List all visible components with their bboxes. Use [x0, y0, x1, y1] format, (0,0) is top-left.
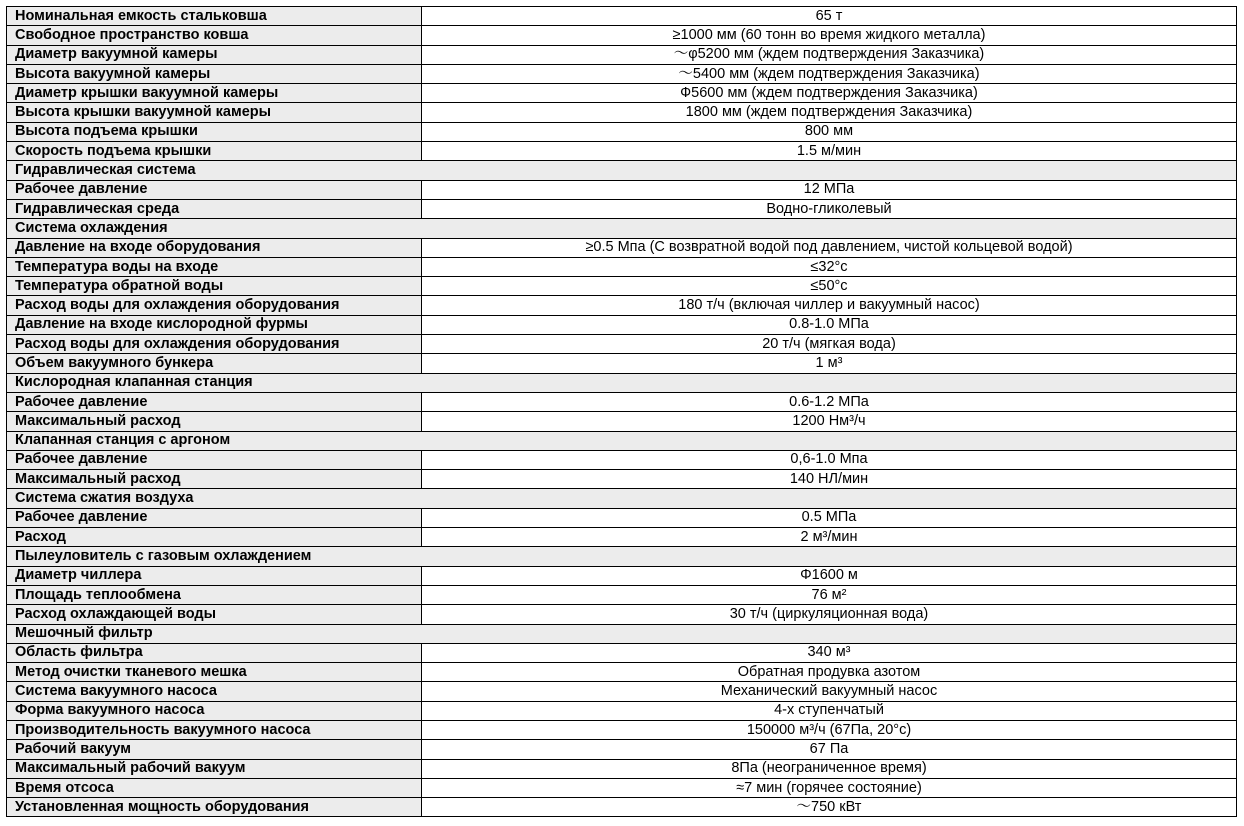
- table-row: [7, 682, 1237, 701]
- section-header-row: [7, 219, 1237, 238]
- parameter-name: Время отсоса: [7, 778, 422, 797]
- table-row: [7, 392, 1237, 411]
- parameter-value: 12 МПа: [422, 180, 1237, 199]
- parameter-name: Свободное пространство ковша: [7, 26, 422, 45]
- parameter-name: Диаметр вакуумной камеры: [7, 45, 422, 64]
- table-row: [7, 412, 1237, 431]
- parameter-value: Обратная продувка азотом: [422, 663, 1237, 682]
- parameter-value: 0,6-1.0 Мпа: [422, 450, 1237, 469]
- parameter-value: 1.5 м/мин: [422, 142, 1237, 161]
- section-title: Гидравлическая система: [7, 161, 1237, 180]
- parameter-name: Номинальная емкость стальковша: [7, 7, 422, 26]
- parameter-name: Расход воды для охлаждения оборудования: [7, 296, 422, 315]
- parameter-value: Механический вакуумный насос: [422, 682, 1237, 701]
- section-header-row: [7, 373, 1237, 392]
- parameter-name: Максимальный рабочий вакуум: [7, 759, 422, 778]
- parameter-value: ～φ5200 мм (ждем подтверждения Заказчика): [422, 45, 1237, 64]
- table-row: [7, 238, 1237, 257]
- parameter-value: ≤50°c: [422, 277, 1237, 296]
- table-row: [7, 199, 1237, 218]
- parameter-value: 0.6-1.2 МПа: [422, 392, 1237, 411]
- table-row: [7, 643, 1237, 662]
- parameter-name: Площадь теплообмена: [7, 585, 422, 604]
- parameter-name: Давление на входе оборудования: [7, 238, 422, 257]
- parameter-name: Рабочий вакуум: [7, 740, 422, 759]
- parameter-value: ≤32°c: [422, 257, 1237, 276]
- parameter-value: ≈7 мин (горячее состояние): [422, 778, 1237, 797]
- specification-table-body: [7, 7, 1237, 817]
- table-row: [7, 335, 1237, 354]
- table-row: [7, 528, 1237, 547]
- table-row: [7, 701, 1237, 720]
- table-row: [7, 778, 1237, 797]
- parameter-name: Рабочее давление: [7, 392, 422, 411]
- table-row: [7, 798, 1237, 817]
- section-title: Система сжатия воздуха: [7, 489, 1237, 508]
- parameter-name: Скорость подъема крышки: [7, 142, 422, 161]
- table-row: [7, 7, 1237, 26]
- table-row: [7, 64, 1237, 83]
- parameter-value: 0.5 МПа: [422, 508, 1237, 527]
- table-row: [7, 277, 1237, 296]
- table-row: [7, 605, 1237, 624]
- section-title: Пылеуловитель с газовым охлаждением: [7, 547, 1237, 566]
- section-header-row: [7, 489, 1237, 508]
- parameter-name: Температура воды на входе: [7, 257, 422, 276]
- parameter-name: Рабочее давление: [7, 508, 422, 527]
- parameter-name: Метод очистки тканевого мешка: [7, 663, 422, 682]
- parameter-value: 340 м³: [422, 643, 1237, 662]
- parameter-value: 8Па (неограниченное время): [422, 759, 1237, 778]
- table-row: [7, 315, 1237, 334]
- parameter-value: Φ1600 м: [422, 566, 1237, 585]
- table-row: [7, 566, 1237, 585]
- section-header-row: [7, 547, 1237, 566]
- table-row: [7, 45, 1237, 64]
- parameter-value: 76 м²: [422, 585, 1237, 604]
- parameter-name: Расход воды для охлаждения оборудования: [7, 335, 422, 354]
- parameter-value: ≥1000 мм (60 тонн во время жидкого металла): [422, 26, 1237, 45]
- parameter-name: Производительность вакуумного насоса: [7, 720, 422, 739]
- parameter-name: Высота вакуумной камеры: [7, 64, 422, 83]
- parameter-name: Установленная мощность оборудования: [7, 798, 422, 817]
- parameter-value: 30 т/ч (циркуляционная вода): [422, 605, 1237, 624]
- table-row: [7, 720, 1237, 739]
- table-row: [7, 296, 1237, 315]
- table-row: [7, 122, 1237, 141]
- parameter-name: Объем вакуумного бункера: [7, 354, 422, 373]
- parameter-name: Высота подъема крышки: [7, 122, 422, 141]
- parameter-name: Область фильтра: [7, 643, 422, 662]
- table-row: [7, 470, 1237, 489]
- parameter-value: 1 м³: [422, 354, 1237, 373]
- table-row: [7, 740, 1237, 759]
- parameter-name: Рабочее давление: [7, 450, 422, 469]
- parameter-value: Водно-гликолевый: [422, 199, 1237, 218]
- table-row: [7, 450, 1237, 469]
- parameter-name: Высота крышки вакуумной камеры: [7, 103, 422, 122]
- parameter-name: Гидравлическая среда: [7, 199, 422, 218]
- parameter-value: ～5400 мм (ждем подтверждения Заказчика): [422, 64, 1237, 83]
- table-row: [7, 585, 1237, 604]
- table-row: [7, 180, 1237, 199]
- table-row: [7, 759, 1237, 778]
- specification-table: [6, 6, 1237, 817]
- table-row: [7, 142, 1237, 161]
- section-header-row: [7, 624, 1237, 643]
- parameter-value: 20 т/ч (мягкая вода): [422, 335, 1237, 354]
- parameter-value: 140 НЛ/мин: [422, 470, 1237, 489]
- parameter-value: 65 т: [422, 7, 1237, 26]
- parameter-value: 180 т/ч (включая чиллер и вакуумный насос): [422, 296, 1237, 315]
- parameter-name: Диаметр крышки вакуумной камеры: [7, 84, 422, 103]
- parameter-name: Температура обратной воды: [7, 277, 422, 296]
- table-row: [7, 257, 1237, 276]
- parameter-name: Расход: [7, 528, 422, 547]
- parameter-name: Диаметр чиллера: [7, 566, 422, 585]
- parameter-value: Ф5600 мм (ждем подтверждения Заказчика): [422, 84, 1237, 103]
- table-row: [7, 103, 1237, 122]
- parameter-value: ≥0.5 Мпа (С возвратной водой под давлением, чистой кольцевой водой): [422, 238, 1237, 257]
- parameter-name: Максимальный расход: [7, 412, 422, 431]
- table-row: [7, 26, 1237, 45]
- table-row: [7, 84, 1237, 103]
- section-header-row: [7, 161, 1237, 180]
- parameter-value: 67 Па: [422, 740, 1237, 759]
- parameter-value: 800 мм: [422, 122, 1237, 141]
- parameter-value: 0.8-1.0 МПа: [422, 315, 1237, 334]
- parameter-name: Давление на входе кислородной фурмы: [7, 315, 422, 334]
- parameter-name: Расход охлаждающей воды: [7, 605, 422, 624]
- parameter-name: Рабочее давление: [7, 180, 422, 199]
- parameter-name: Форма вакуумного насоса: [7, 701, 422, 720]
- parameter-name: Максимальный расход: [7, 470, 422, 489]
- table-row: [7, 354, 1237, 373]
- section-title: Система охлаждения: [7, 219, 1237, 238]
- parameter-value: 1800 мм (ждем подтверждения Заказчика): [422, 103, 1237, 122]
- parameter-name: Система вакуумного насоса: [7, 682, 422, 701]
- parameter-value: ～750 кВт: [422, 798, 1237, 817]
- parameter-value: 2 м³/мин: [422, 528, 1237, 547]
- section-title: Клапанная станция с аргоном: [7, 431, 1237, 450]
- table-row: [7, 508, 1237, 527]
- parameter-value: 4-х ступенчатый: [422, 701, 1237, 720]
- section-title: Кислородная клапанная станция: [7, 373, 1237, 392]
- section-header-row: [7, 431, 1237, 450]
- section-title: Мешочный фильтр: [7, 624, 1237, 643]
- table-row: [7, 663, 1237, 682]
- parameter-value: 150000 м³/ч (67Па, 20°c): [422, 720, 1237, 739]
- parameter-value: 1200 Нм³/ч: [422, 412, 1237, 431]
